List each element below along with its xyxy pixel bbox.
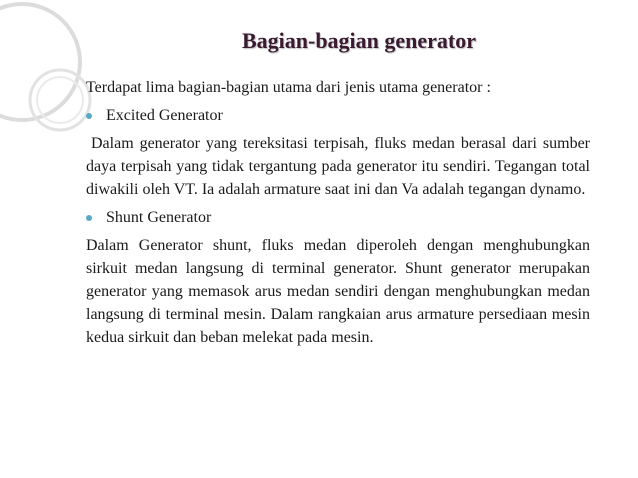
slide-title: Bagian-bagian generator [241, 28, 477, 53]
slide-content [86, 76, 590, 354]
paragraph-shunt-generator: Dalam Generator shunt, fluks medan diperoleh dengan menghubungkan sirkuit medan langsung di terminal generator. Shunt generator merupakan generator yang memasok arus medan sendiri dengan menghubungkan medan langsung di terminal mesin. Dalam rangkaian arus armature persediaan mesin kedua sirkuit dan beban melekat pada mesin. [86, 237, 590, 346]
decorative-circle-inner [37, 77, 83, 123]
paragraph-excited-generator: Dalam generator yang tereksitasi terpisah, fluks medan berasal dari sumber daya terpisah yang tidak tergantung pada generator itu sendiri. Tegangan total diwakili oleh VT. Ia adalah armature saat ini dan Va adalah tegangan dynamo. [86, 135, 590, 198]
bullet-excited-generator: Excited Generator [86, 104, 590, 127]
bullet-shunt-generator: Shunt Generator [86, 206, 590, 229]
decorative-circle-outer [30, 70, 90, 130]
decorative-circle-large [0, 4, 80, 120]
intro-text: Terdapat lima bagian-bagian utama dari jenis utama generator : [86, 79, 491, 96]
